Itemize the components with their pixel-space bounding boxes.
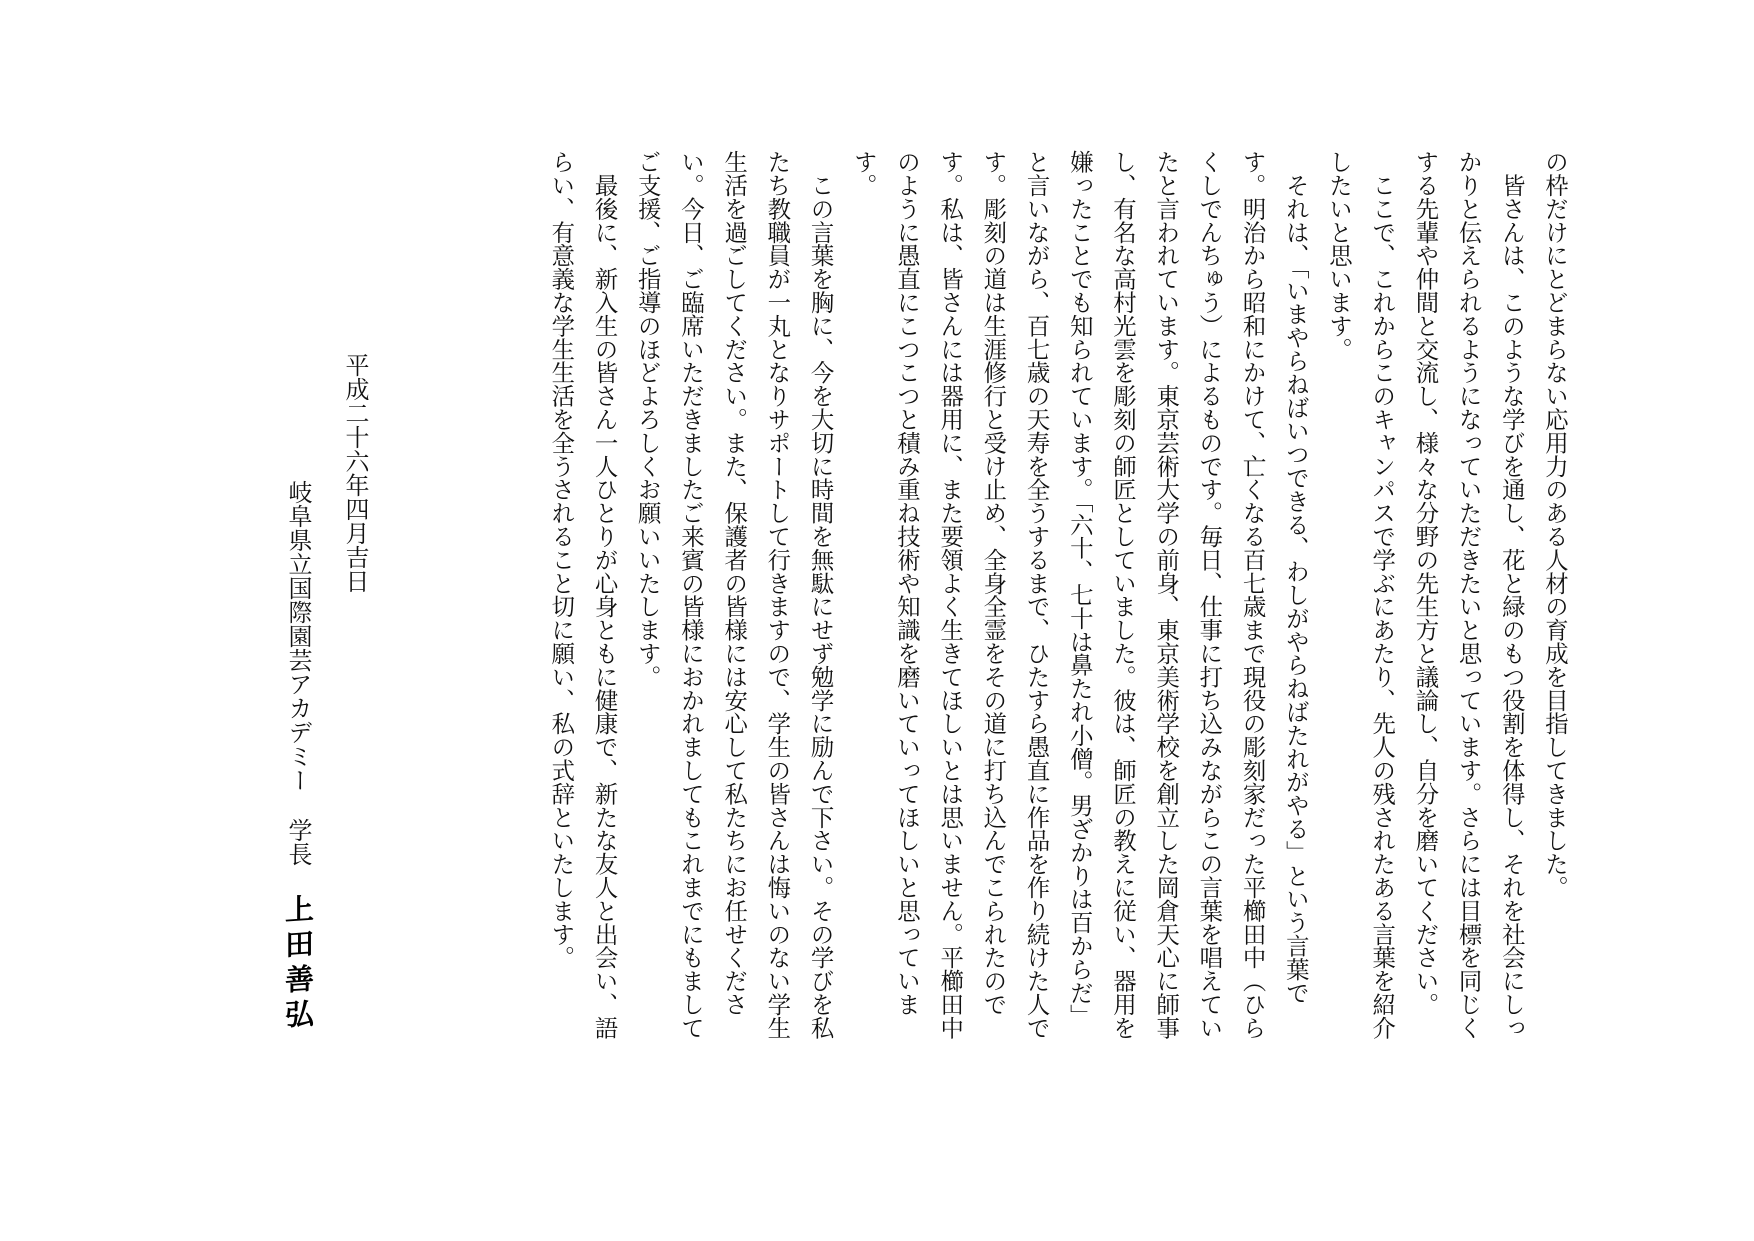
paragraph-4: それは、「いまやらねばいつできる、わしがやらねばたれがやる」という言葉です。明治から昭和にかけて、亡くなる百七歳まで現役の彫刻家だった平櫛田中（ひらくしでんちゅう）によるものです。毎日、仕事に打ち込みながらこの言葉を唱えていたと言われています。東京芸術大学の前身、東京美術学校を創立した岡倉天心に師事し、有名な高村光雲を彫刻の師匠としていました。彼は、師匠の教えに従い、器用を嫌ったことでも知られています。「六十、七十は鼻たれ小僧。男ざかりは百からだ」と言いながら、百七歳の天寿を全うするまで、ひたすら愚直に作品を作り続けた人です。彫刻の道は生涯修行と受け止め、全身全霊をその道に打ち込んでこられたのです。私は、皆さんには器用に、また要領よく生きてほしいとは思いません。平櫛田中のように愚直にこつこつと積み重ね技術や知識を磨いていってほしいと思っています。 — [849, 150, 1310, 1040]
spacer — [298, 792, 299, 818]
paragraph-6: 最後に、新入生の皆さん一人ひとりが心身ともに健康で、新たな友人と出会い、語らい、有意義な学生生活を全うされること切に願い、私の式辞といたします。 — [547, 150, 619, 1040]
paragraph-2: 皆さんは、このような学びを通し、花と緑のもつ役割を体得し、それを社会にしっかりと伝えられるようになっていただきたいと思っています。さらには目標を同じくする先輩や仲間と交流し、様々な分野の先生方と議論し、自分を磨いてください。 — [1411, 150, 1526, 1040]
speech-body — [539, 150, 1576, 1050]
organization-name: 岐阜県立国際園芸アカデミー — [284, 480, 312, 792]
document-date: 平成二十六年四月吉日 — [341, 353, 369, 593]
signatory-name: 上田善弘 — [281, 892, 315, 1036]
signatory-title: 学長 — [284, 818, 312, 866]
paragraph-1: の枠だけにとどまらない応用力のある人材の育成を目指してきました。 — [1541, 150, 1569, 899]
paragraph-3: ここで、これからこのキャンパスで学ぶにあたり、先人の残されたある言葉を紹介したいと思います。 — [1324, 150, 1397, 1040]
paragraph-5: この言葉を胸に、今を大切に時間を無駄にせず勉学に励んで下さい。その学びを私たち教職員が一丸となりサポートして行きますので、学生の皆さんは悔いのない学生生活を過ごしてください。また、保護者の皆様には安心して私たちにお任せください。今日、ご臨席いただきましたご来賓の皆様におかれましてもこれまでにもましてご支援、ご指導のほどよろしくお願いいたします。 — [633, 150, 835, 1040]
signature-block — [283, 480, 313, 1034]
